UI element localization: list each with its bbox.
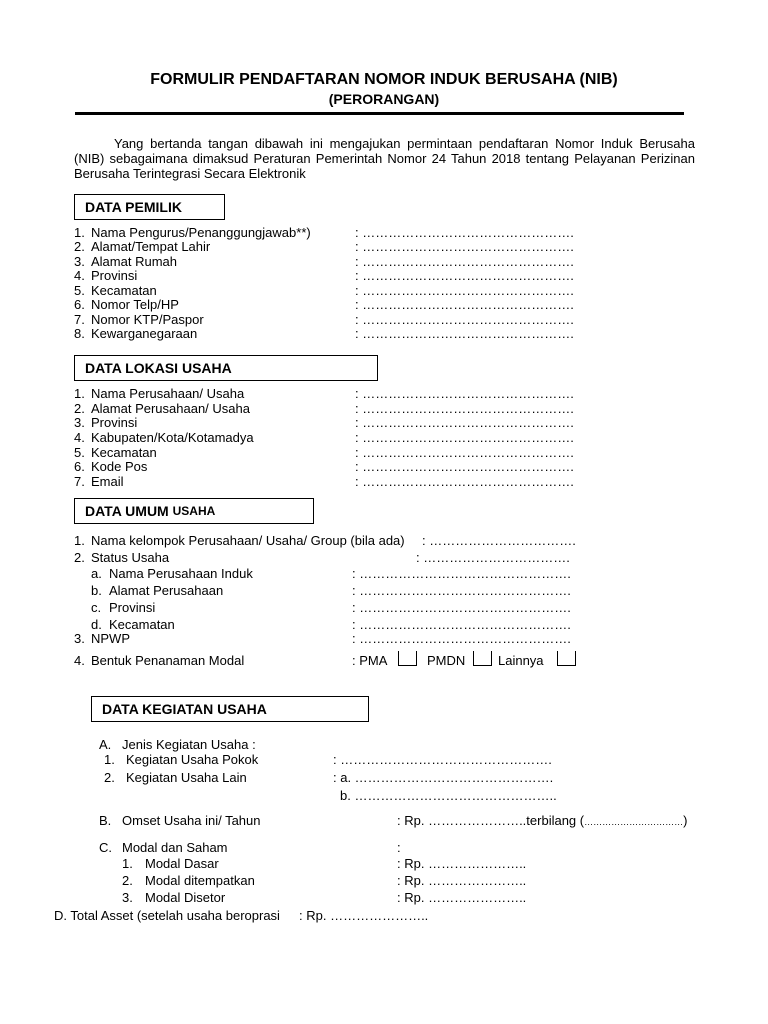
- umum-header-small: USAHA: [172, 504, 216, 518]
- lokasi-item-label: Kabupaten/Kota/Kotamadya: [91, 430, 254, 445]
- pemilik-item-value[interactable]: : ………………………………………….: [355, 326, 574, 341]
- total-asset-value[interactable]: : Rp. …………………..: [299, 908, 429, 923]
- intro-text: Yang bertanda tangan dibawah ini mengajukan permintaan pendaftaran Nomor Induk Berusaha (NIB) sebagaimana dimaksud Peraturan Pemerintah Nomor 24 Tahun 2018 tentang Pelayanan Perizinan Berusaha Terintegrasi Secara Elektronik: [74, 136, 695, 181]
- pma-label: : PMA: [352, 653, 388, 668]
- lain-num: 2.: [104, 770, 115, 785]
- omset-value-close: ): [683, 813, 688, 828]
- kelompok-value[interactable]: : …………………………….: [422, 533, 576, 548]
- lokasi-item-label: Nama Perusahaan/ Usaha: [91, 386, 245, 401]
- bentuk-num: 4.: [74, 653, 85, 668]
- lokasi-item-num: 6.: [74, 459, 85, 474]
- lain-value-a[interactable]: : a. ……………………………………….: [333, 770, 554, 785]
- lokasi-item-num: 4.: [74, 430, 85, 445]
- status-sub-value[interactable]: : ………………………………………….: [352, 566, 571, 581]
- lainnya-checkbox[interactable]: [557, 651, 576, 666]
- omset-value[interactable]: [397, 814, 687, 827]
- lain-label: Kegiatan Usaha Lain: [126, 770, 247, 785]
- pokok-num: 1.: [104, 752, 115, 767]
- pemilik-item-value[interactable]: : ………………………………………….: [355, 239, 574, 254]
- pemilik-item-value[interactable]: : ………………………………………….: [355, 254, 574, 269]
- section-header-umum: [74, 498, 314, 524]
- npwp-value[interactable]: : ………………………………………….: [352, 631, 571, 646]
- jenis-label: Jenis Kegiatan Usaha :: [122, 737, 256, 752]
- modal-item-value[interactable]: : Rp. …………………..: [397, 873, 527, 888]
- modal-item-value[interactable]: : Rp. …………………..: [397, 856, 527, 871]
- pemilik-item-value[interactable]: : ………………………………………….: [355, 297, 574, 312]
- lokasi-item-num: 7.: [74, 474, 85, 489]
- status-num: 2.: [74, 550, 85, 565]
- bentuk-label: Bentuk Penanaman Modal: [91, 653, 245, 668]
- pma-checkbox[interactable]: [398, 651, 417, 666]
- status-label: Status Usaha: [91, 550, 170, 565]
- pemilik-item-label: Alamat/Tempat Lahir: [91, 239, 211, 254]
- lokasi-item-value[interactable]: : ………………………………………….: [355, 430, 574, 445]
- pemilik-item-label: Kewarganegaraan: [91, 326, 198, 341]
- pemilik-item-value[interactable]: : ………………………………………….: [355, 312, 574, 327]
- omset-num: B.: [99, 813, 112, 828]
- modal-num: C.: [99, 840, 112, 855]
- pemilik-item-label: Nomor KTP/Paspor: [91, 312, 204, 327]
- modal-item-num: 3.: [122, 890, 133, 905]
- form-title: FORMULIR PENDAFTARAN NOMOR INDUK BERUSAHA (NIB): [150, 71, 618, 88]
- lokasi-item-label: Kode Pos: [91, 459, 148, 474]
- modal-item-label: Modal Disetor: [145, 890, 226, 905]
- pemilik-item-label: Nama Pengurus/Penanggungjawab**): [91, 225, 311, 240]
- pokok-label: Kegiatan Usaha Pokok: [126, 752, 259, 767]
- pemilik-item-num: 7.: [74, 312, 85, 327]
- status-sub-value[interactable]: : ………………………………………….: [352, 600, 571, 615]
- pemilik-item-num: 8.: [74, 326, 85, 341]
- lokasi-item-value[interactable]: : ………………………………………….: [355, 445, 574, 460]
- pemilik-item-num: 1.: [74, 225, 85, 240]
- pemilik-item-num: 3.: [74, 254, 85, 269]
- pemilik-item-value[interactable]: : ………………………………………….: [355, 268, 574, 283]
- section-header-lokasi: DATA LOKASI USAHA: [74, 355, 378, 381]
- modal-item-num: 1.: [122, 856, 133, 871]
- section-header-kegiatan: DATA KEGIATAN USAHA: [91, 696, 369, 722]
- modal-item-label: Modal Dasar: [145, 856, 219, 871]
- modal-item-num: 2.: [122, 873, 133, 888]
- lokasi-item-label: Email: [91, 474, 124, 489]
- status-sub-label: Kecamatan: [109, 617, 175, 632]
- status-sub-num: c.: [91, 600, 102, 615]
- section-header-pemilik: DATA PEMILIK: [74, 194, 225, 220]
- omset-label: Omset Usaha ini/ Tahun: [122, 813, 261, 828]
- modal-colon: :: [397, 840, 401, 855]
- npwp-num: 3.: [74, 631, 85, 646]
- status-sub-num: a.: [91, 566, 102, 581]
- modal-item-label: Modal ditempatkan: [145, 873, 255, 888]
- pokok-value[interactable]: : ………………………………………….: [333, 752, 552, 767]
- jenis-num: A.: [99, 737, 112, 752]
- lokasi-item-value[interactable]: : ………………………………………….: [355, 474, 574, 489]
- pemilik-item-value[interactable]: : ………………………………………….: [355, 225, 574, 240]
- lokasi-item-label: Provinsi: [91, 415, 138, 430]
- lainnya-label: Lainnya: [498, 653, 544, 668]
- pemilik-item-num: 6.: [74, 297, 85, 312]
- status-value[interactable]: : …………………………….: [416, 550, 570, 565]
- title-rule: [75, 112, 684, 115]
- status-sub-num: d.: [91, 617, 102, 632]
- kelompok-num: 1.: [74, 533, 85, 548]
- status-sub-value[interactable]: : ………………………………………….: [352, 583, 571, 598]
- pmdn-checkbox[interactable]: [473, 651, 492, 666]
- modal-label: Modal dan Saham: [122, 840, 228, 855]
- intro-paragraph: [74, 136, 695, 181]
- lokasi-item-value[interactable]: : ………………………………………….: [355, 386, 574, 401]
- pemilik-item-num: 2.: [74, 239, 85, 254]
- lokasi-item-value[interactable]: : ………………………………………….: [355, 459, 574, 474]
- modal-item-value[interactable]: : Rp. …………………..: [397, 890, 527, 905]
- pemilik-item-num: 5.: [74, 283, 85, 298]
- pemilik-item-label: Provinsi: [91, 268, 138, 283]
- lokasi-item-label: Kecamatan: [91, 445, 157, 460]
- lain-value-b[interactable]: b. ………………………………………..: [340, 788, 557, 803]
- lokasi-item-num: 3.: [74, 415, 85, 430]
- status-sub-label: Nama Perusahaan Induk: [109, 566, 253, 581]
- form-subtitle: (PERORANGAN): [328, 91, 440, 107]
- pemilik-item-label: Alamat Rumah: [91, 254, 177, 269]
- status-sub-label: Provinsi: [109, 600, 156, 615]
- status-sub-num: b.: [91, 583, 102, 598]
- pemilik-item-num: 4.: [74, 268, 85, 283]
- lokasi-item-value[interactable]: : ………………………………………….: [355, 415, 574, 430]
- npwp-label: NPWP: [91, 631, 130, 646]
- pmdn-label: PMDN: [427, 653, 466, 668]
- status-sub-value[interactable]: : ………………………………………….: [352, 617, 571, 632]
- pemilik-item-label: Nomor Telp/HP: [91, 297, 179, 312]
- omset-value-dots: ……………………………: [584, 817, 684, 827]
- kelompok-label: Nama kelompok Perusahaan/ Usaha/ Group (bila ada): [91, 533, 405, 548]
- status-sub-label: Alamat Perusahaan: [109, 583, 224, 598]
- lokasi-item-value[interactable]: : ………………………………………….: [355, 401, 574, 416]
- lokasi-item-num: 1.: [74, 386, 85, 401]
- lokasi-item-num: 5.: [74, 445, 85, 460]
- lokasi-item-num: 2.: [74, 401, 85, 416]
- lokasi-item-label: Alamat Perusahaan/ Usaha: [91, 401, 250, 416]
- pemilik-item-label: Kecamatan: [91, 283, 157, 298]
- total-asset-label: D. Total Asset (setelah usaha beroprasi: [54, 908, 280, 923]
- omset-value-main: : Rp. …………………..terbilang (: [397, 813, 585, 828]
- pemilik-item-value[interactable]: : ………………………………………….: [355, 283, 574, 298]
- umum-header-main: DATA UMUM: [85, 503, 169, 519]
